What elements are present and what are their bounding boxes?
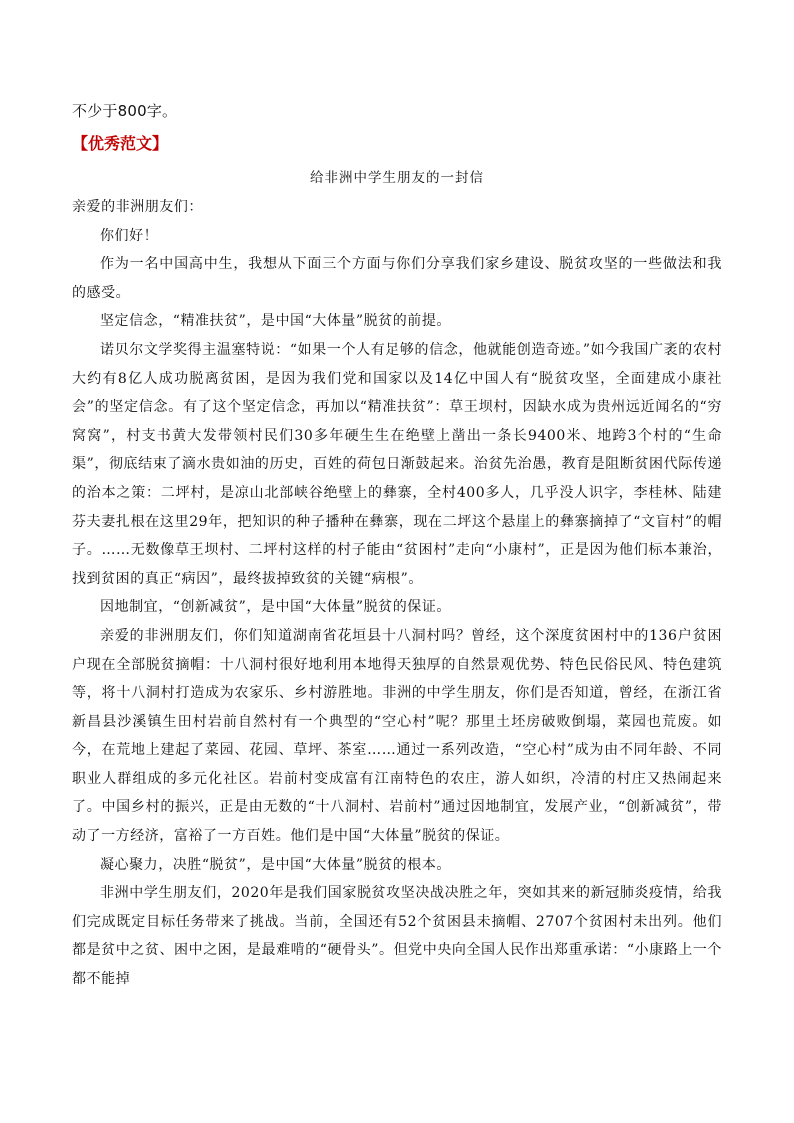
section-heading: 因地制宜，“创新减贫”，是中国“大体量”脱贫的保证。 (100, 599, 451, 616)
letter-greeting: 亲爱的非洲朋友们： (72, 199, 203, 215)
letter-body (72, 193, 722, 994)
paragraph: 非洲中学生朋友们，2020年是我们国家脱贫攻坚决战决胜之年，突如其来的新冠肺炎疫情，给我们完成既定目标任务带来了挑战。当前，全国还有52个贫困县未摘帽、2707个贫困村未出列。他们都是贫中之贫、困中之困，是最难啃的“硬骨头”。但党中央向全国人民作出郑重承诺：“小康路上一个都不能掉 (72, 885, 722, 988)
paragraph: 诺贝尔文学奖得主温塞特说：“如果一个人有足够的信念，他就能创造奇迹。”如今我国广袤的农村大约有8亿人成功脱离贫困，是因为我们党和国家以及14亿中国人有“脱贫攻坚，全面建成小康社会”的坚定信念。有了这个坚定信念，再加以“精准扶贫”：草王坝村，因缺水成为贵州远近闻名的“穷窝窝”，村支书黄大发带领村民们30多年硬生生在绝壁上凿出一条长9400米、地跨3个村的“生命渠”，彻底结束了滴水贵如油的历史，百姓的荷包日渐鼓起来。治贫先治愚，教育是阻断贫困代际传递的治本之策：二坪村，是凉山北部峡谷绝壁上的彝寨，全村400多人，几乎没人识字，李桂林、陆建芬夫妻扎根在这里29年，把知识的种子播种在彝寨，现在二坪这个悬崖上的彝寨摘掉了“文盲村”的帽子。……无数像草王坝村、二坪村这样的村子能由“贫困村”走向“小康村”，正是因为他们标本兼治，找到贫困的真正“病因”，最终拔掉致贫的关键“病根”。 (72, 341, 722, 587)
section-heading: 坚定信念，“精准扶贫”，是中国“大体量”脱贫的前提。 (100, 313, 451, 330)
paragraph: 作为一名中国高中生，我想从下面三个方面与你们分享我们家乡建设、脱贫攻坚的一些做法和我的感受。 (72, 256, 722, 301)
intro-text: 不少于800字。 (72, 102, 178, 120)
section-tag: 【优秀范文】 (72, 134, 169, 153)
paragraph: 亲爱的非洲朋友们，你们知道湖南省花垣县十八洞村吗？曾经，这个深度贫困村中的136户贫困户现在全部脱贫摘帽：十八洞村很好地利用本地得天独厚的自然景观优势、特色民俗民风、特色建筑等，将十八洞村打造成为农家乐、乡村游胜地。非洲的中学生朋友，你们是否知道，曾经，在浙江省新昌县沙溪镇生田村岩前自然村有一个典型的“空心村”呢？那里土坯房破败倒塌，菜园也荒废。如今，在荒地上建起了菜园、花园、草坪、茶室……通过一系列改造，“空心村”成为由不同年龄、不同职业人群组成的多元化社区。岩前村变成富有江南特色的农庄，游人如织，冷清的村庄又热闹起来了。中国乡村的振兴，正是由无数的“十八洞村、岩前村”通过因地制宜，发展产业，“创新减贫”，带动了一方经济，富裕了一方百姓。他们是中国“大体量”脱贫的保证。 (72, 627, 722, 845)
section-heading: 凝心聚力，决胜“脱贫”，是中国“大体量”脱贫的根本。 (100, 856, 451, 873)
paragraph: 你们好！ (100, 227, 159, 244)
letter-title: 给非洲中学生朋友的一封信 (310, 170, 484, 186)
